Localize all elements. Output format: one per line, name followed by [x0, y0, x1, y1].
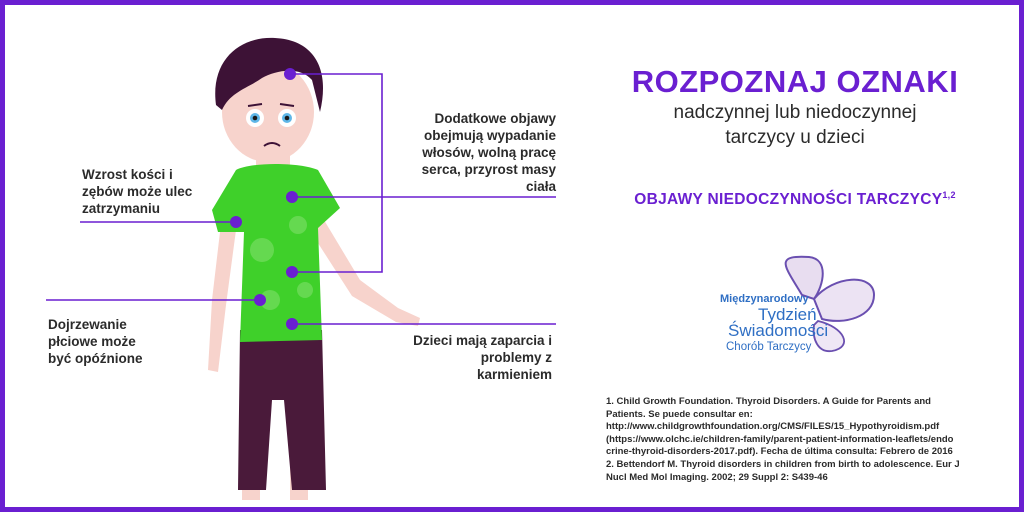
- page-title: ROZPOZNAJ OZNAKI: [631, 64, 959, 99]
- dot-belly: [286, 266, 298, 278]
- dot-arm: [230, 216, 242, 228]
- dot-hip: [254, 294, 266, 306]
- callout-bones: Wzrost kości i zębów może ulec zatrzymaniu: [82, 167, 193, 216]
- page-subtitle: nadczynnej lub niedoczynnej tarczycy u dzieci: [673, 102, 917, 148]
- references: 1. Child Growth Foundation. Thyroid Disorders. A Guide for Parents and Patients. Se puede consultar en: http://www.childgrowthfoundation.org/CMS/FILES/15_Hypothyroidism.pdf (https://www.olchc.ie/children-family/parent-patient-information-leaflets/endo crine-thyroid-disorders-2017.pdf). Fecha de última consulta: Febrero de 2016 2. Bettendorf M. Thyroid disorders in children from birth to adolescence. Eur J Nucl Med Mol Imaging. 2002; 29 Suppl 2: S439-46: [606, 396, 960, 483]
- campaign-logo: Międzynarodowy Tydzień Świadomości Chorób Tarczycy: [714, 255, 884, 360]
- dot-hair: [284, 68, 296, 80]
- dot-abdomen: [286, 318, 298, 330]
- left-arm: [208, 215, 236, 372]
- section-heading: OBJAWY NIEDOCZYNNOŚCI TARCZYCY$^{1,2}$: [634, 190, 956, 209]
- right-arm: [316, 210, 420, 326]
- dot-chest: [286, 191, 298, 203]
- callout-constipation: Dzieci mają zaparcia i problemy z karmieniem: [413, 333, 552, 382]
- callout-puberty: Dojrzewanie płciowe może być opóźnione: [48, 317, 143, 366]
- callout-extra: Dodatkowe objawy obejmują wypadanie włosów, wolną pracę serca, przyrost masy ciała: [421, 111, 556, 194]
- pants: [238, 330, 326, 490]
